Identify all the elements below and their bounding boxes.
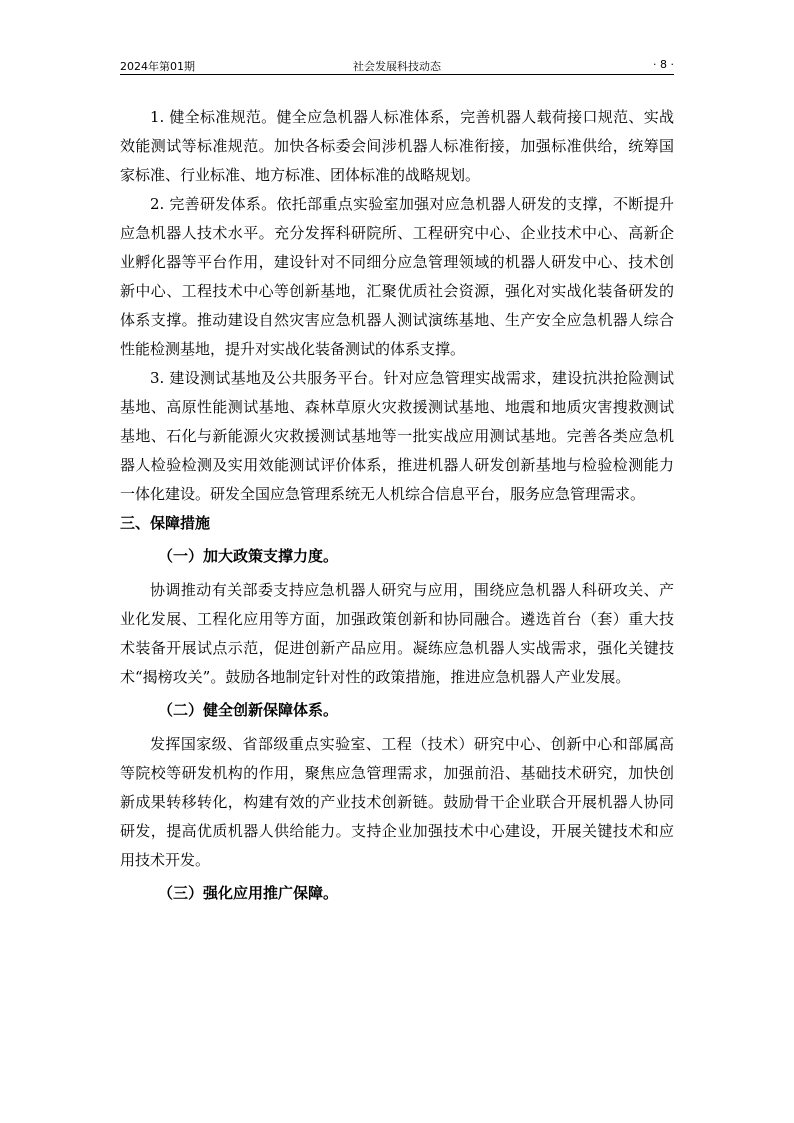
paragraph-innovation: 发挥国家级、省部级重点实验室、工程（技术）研究中心、创新中心和部属高等院校等研发机构的作用，聚焦应急管理需求，加强前沿、基础技术研究，加快创新成果转移转化，构建有效的产业技术创新链。鼓励骨干企业联合开展机器人协同研发，提高优质机器人供给能力。支持企业加强技术中心建设，开展关键技术和应用技术开发。 bbox=[120, 735, 674, 869]
section-heading-safeguards: 三、保障措施 bbox=[120, 514, 211, 532]
subheading-policy-support: （一）加大政策支撑力度。 bbox=[158, 547, 339, 565]
subheading-innovation: （二）健全创新保障体系。 bbox=[158, 701, 339, 719]
paragraph-rd-system: 2. 完善研发体系。依托部重点实验室加强对应急机器人研发的支撑，不断提升应急机器人技术水平。充分发挥科研院所、工程研究中心、企业技术中心、高新企业孵化器等平台作用，建设针对不同细分应急管理领域的机器人研发中心、技术创新中心、工程技术中心等创新基地，汇聚优质社会资源，强化对实战化装备研发的体系支撑。推动建设自然灾害应急机器人测试演练基地、生产安全应急机器人综合性能检测基地，提升对实战化装备测试的体系支撑。 bbox=[120, 195, 674, 358]
paragraph-test-bases: 3. 建设测试基地及公共服务平台。针对应急管理实战需求，建设抗洪抢险测试基地、高原性能测试基地、森林草原火灾救援测试基地、地震和地质灾害搜救测试基地、石化与新能源火灾救援测试基地等一批实战应用测试基地。完善各类应急机器人检验检测及实用效能测试评价体系，推进机器人研发创新基地与检验检测能力一体化建设。研发全国应急管理系统无人机综合信息平台，服务应急管理需求。 bbox=[120, 369, 674, 503]
page-header bbox=[120, 54, 674, 76]
subheading-application: （三）强化应用推广保障。 bbox=[158, 884, 339, 902]
journal-title: 社会发展科技动态 bbox=[353, 60, 441, 73]
paragraph-policy-support: 协调推动有关部委支持应急机器人研究与应用，围绕应急机器人科研攻关、产业化发展、工程化应用等方面，加强政策创新和协同融合。遴选首台（套）重大技术装备开展试点示范，促进创新产品应用。凝练应急机器人实战需求，强化关键技术“揭榜攻关”。鼓励各地制定针对性的政策措施，推进应急机器人产业发展。 bbox=[120, 581, 674, 686]
page-number: · 8 · bbox=[653, 58, 674, 71]
header-divider bbox=[120, 74, 674, 75]
paragraph-standards: 1. 健全标准规范。健全应急机器人标准体系，完善机器人载荷接口规范、实战效能测试等标准规范。加快各标委会间涉机器人标准衔接，加强标准供给，统筹国家标准、行业标准、地方标准、团体标准的战略规划。 bbox=[120, 108, 674, 184]
article-body bbox=[120, 103, 674, 913]
issue-number: 2024年第01期 bbox=[120, 60, 195, 73]
